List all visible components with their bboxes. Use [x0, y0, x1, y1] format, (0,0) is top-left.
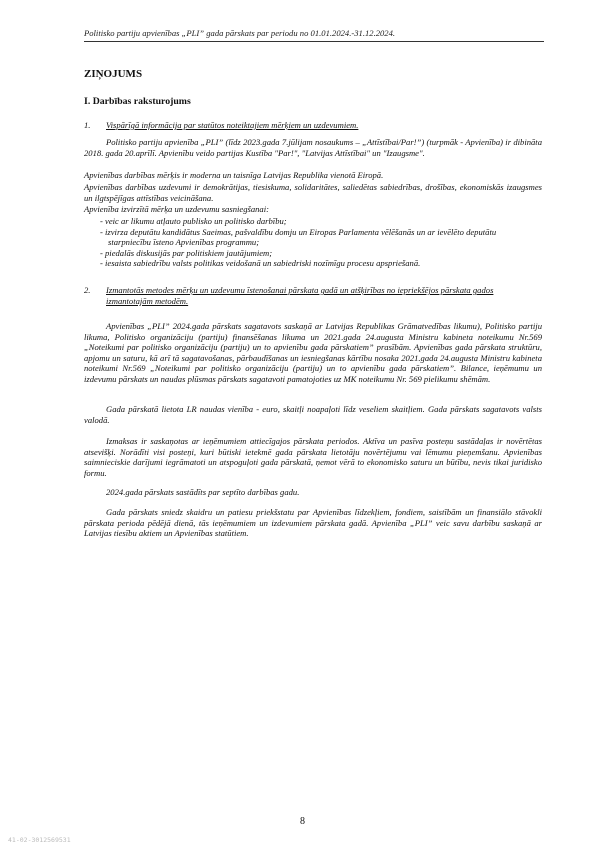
document-id: 41-02-3012569531 — [8, 836, 71, 844]
paragraph-currency: Gada pārskatā lietota LR naudas vienība - euro, skaitļi noapaļoti līdz veseliem skaitļiem. Gada pārskats sagatavots valsts valodā. — [84, 404, 542, 425]
subsection-2-heading — [84, 285, 542, 306]
paragraph-valuation: Izmaksas ir saskaņotas ar ieņēmumiem attiecīgajos pārskata periodos. Aktīva un pasīva posteņu sastādaļas ir novērtētas atsevišķi. Norādīti visi posteņi, kuri būtiski ietekmē gada pārskata lietotāju novērtējumu vai lēmumu pieņemšanu. Apvienības saimnieciskie darījumi iegrāmatoti un atspoguļoti gada pārskatā, ņemot vērā to ekonomisko saturu un būtību, nevis tikai juridisko formu. — [84, 436, 542, 478]
subsection-2-title: Izmantotās metodes mērķu un uzdevumu īstenošanai pārskata gadā un atšķirības no iepriekšējos pārskata gados izmantotajām metodēm. — [106, 285, 494, 306]
running-header: Politisko partiju apvienības „PLI” gada pārskats par periodu no 01.01.2024.-31.12.2024. — [84, 28, 544, 42]
paragraph-goal: Apvienības darbības mērķis ir moderna un taisnīga Latvijas Republika vienotā Eiropā. — [84, 170, 384, 180]
list-item: - piedalās diskusijās par politiskiem jautājumiem; — [100, 247, 273, 258]
paragraph-intro: Politisko partiju apvienība „PLI” (līdz 2023.gada 7.jūlijam nosaukums – „Attīstībai/Par!”) (turpmāk - Apvienība) ir dibināta 2018. gada 20.aprīlī. Apvienību veido partijas Kustība "Par!", "Latvijas Attīstībai" un "Izaugsme". — [84, 137, 542, 158]
subsection-2-number: 2. — [84, 285, 91, 295]
document-title: ZIŅOJUMS — [84, 68, 143, 80]
paragraph-means-intro: Apvienība izvirzītā mērķa un uzdevumu sasniegšanai: — [84, 204, 269, 214]
paragraph-legal-basis: Apvienības „PLI” 2024.gada pārskats sagatavots saskaņā ar Latvijas Republikas Grāmatvedības likumu), Politisko partiju likuma, Politisko organizāciju (partiju) finansēšanas likuma un 2021.gada 24.augusta Ministru kabineta noteikumu Nr.569 „Noteikumi par politisko organizāciju (partiju) un to apvienību gada pārskatiem” prasībām. Apvienības gada pārskata struktūru, apjomu un saturu, kā arī tā sagatavošanas, pārbaudīšanas un iesniegšanas kārtību nosaka 2021.gada 24.augusta Ministru kabineta noteikumi Nr.569 „Noteikumi par politisko organizāciju (partiju) un to apvienību gada pārskatiem”. Bilance, ieņēmumu un izdevumu pārskats un naudas plūsmas pārskats sagatavoti pamatojoties uz MK noteikumu Nr. 569 pielikumu shēmām. — [84, 321, 542, 384]
subsection-1-number: 1. — [84, 120, 91, 130]
paragraph-tasks: Apvienības darbības uzdevumi ir demokrātijas, tiesiskuma, solidaritātes, saliedētas sabiedrības, drošības, ekonomiskās izaugsmes un ilgtspējīgas attīstības veicināšana. — [84, 182, 542, 203]
list-item: - izvirza deputātu kandidātus Saeimas, pašvaldību domju un Eiropas Parlamenta vēlēšanās un ar ievēlēto deputātu starpniecību īsteno Apvienības programmu; — [100, 226, 497, 248]
subsection-1-heading — [84, 120, 542, 131]
section-heading: I. Darbības raksturojums — [84, 96, 191, 107]
list-item: - iesaista sabiedrību valsts politikas veidošanā un sabiedriski nozīmīgu procesu apspriešanā. — [100, 258, 421, 269]
page-number: 8 — [300, 816, 305, 827]
list-item: - veic ar likumu atļauto publisko un politisko darbību; — [100, 216, 287, 226]
paragraph-true-view: Gada pārskats sniedz skaidru un patiesu priekšstatu par Apvienības līdzekļiem, fondiem, saistībām un finansiālo stāvokli pārskata perioda pēdējā dienā, tās ieņēmumiem un izdevumiem pārskata gadā. Apvienība „PLI” veic savu darbību saskaņā ar Latvijas tiesību aktiem un Apvienības statūtiem. — [84, 507, 542, 539]
subsection-1-title: Vispārīgā informācija par statūtos noteiktajiem mērķiem un uzdevumiem. — [106, 120, 359, 130]
paragraph-year: 2024.gada pārskats sastādīts par septīto darbības gadu. — [106, 487, 300, 497]
means-list — [100, 216, 540, 269]
